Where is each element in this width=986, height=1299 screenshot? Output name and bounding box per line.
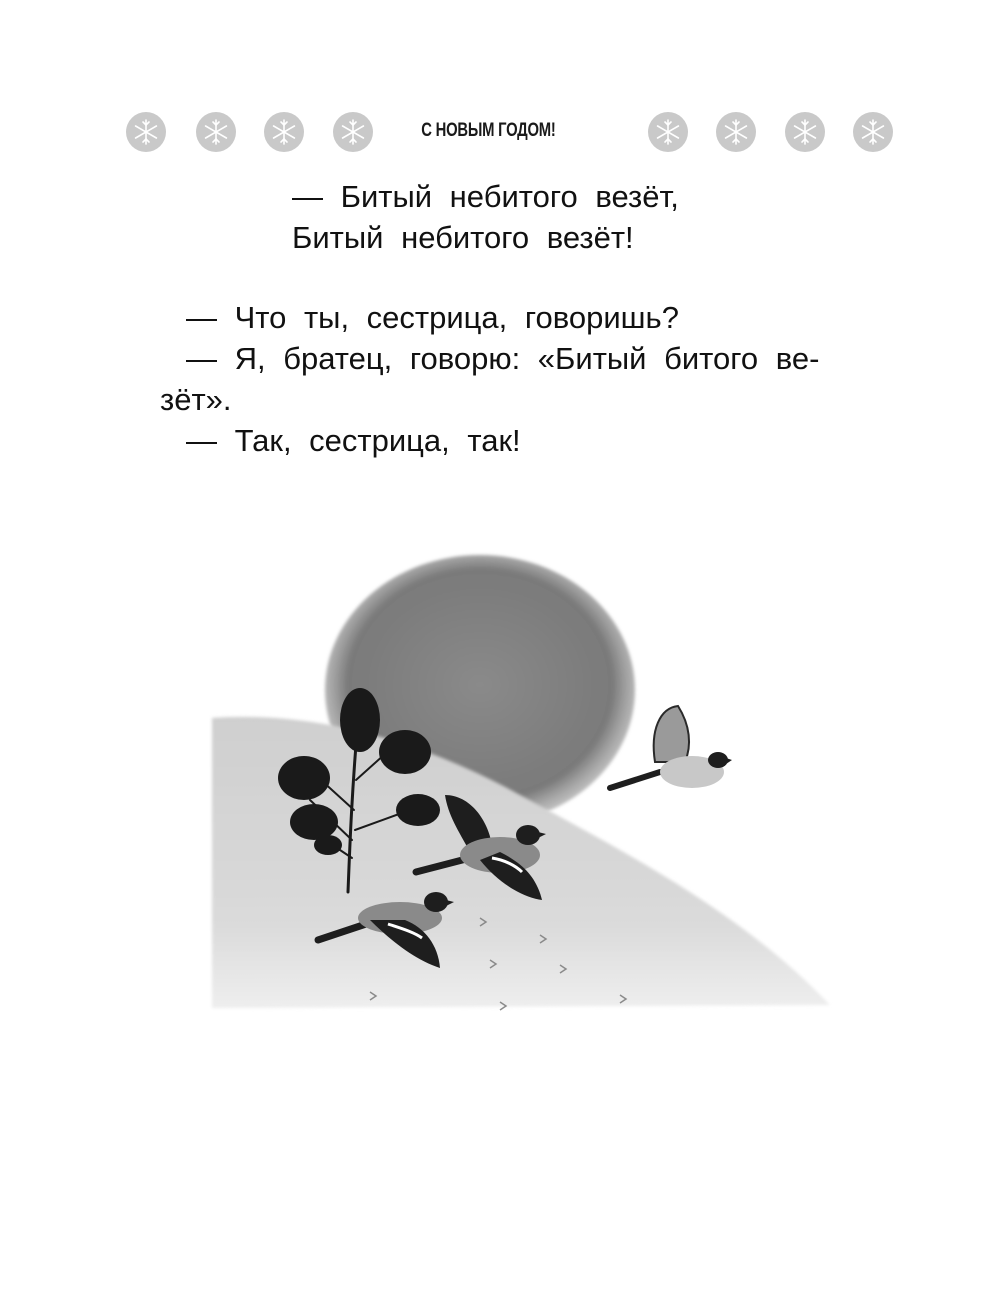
snowflake-icon bbox=[648, 112, 688, 152]
snowflake-icon bbox=[264, 112, 304, 152]
verse-line-2: Битый небитого везёт! bbox=[292, 220, 634, 255]
snowflake-icon bbox=[716, 112, 756, 152]
snowflake-icon bbox=[785, 112, 825, 152]
snowflake-icon bbox=[333, 112, 373, 152]
dialogue-line-3: зёт». bbox=[160, 382, 232, 417]
verse-block bbox=[292, 176, 679, 258]
snowflake-icon bbox=[126, 112, 166, 152]
page-header bbox=[0, 112, 986, 156]
illustration-svg bbox=[200, 540, 840, 1030]
verse-line-1: — Битый небитого везёт, bbox=[292, 179, 679, 214]
dialogue-line-1: — Что ты, сестрица, говоришь? bbox=[186, 300, 679, 335]
dialogue-block bbox=[160, 297, 819, 461]
dialogue-line-2: — Я, братец, говорю: «Битый битого ве- bbox=[186, 341, 820, 376]
header-title: С НОВЫМ ГОДОМ! bbox=[421, 120, 556, 141]
dialogue-line-4: — Так, сестрица, так! bbox=[186, 423, 521, 458]
snowflake-icon bbox=[853, 112, 893, 152]
snowflake-icon bbox=[196, 112, 236, 152]
winter-illustration bbox=[200, 540, 840, 1030]
